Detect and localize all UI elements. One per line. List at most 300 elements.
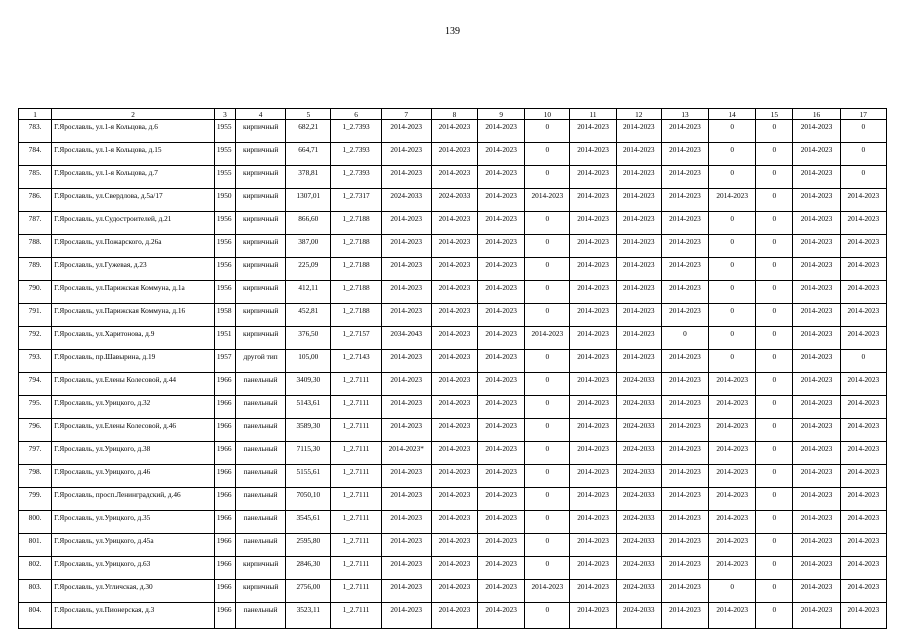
table-row (19, 235, 887, 258)
table-cell: 2014-2023 (525, 189, 570, 212)
housing-table (18, 108, 887, 629)
table-cell: 2014-2023 (616, 304, 661, 327)
table-cell: 0 (525, 465, 570, 488)
table-cell: 2014-2023 (840, 304, 886, 327)
table-row (19, 166, 887, 189)
table-cell: Г.Ярославль, ул.1-я Кольцова, д.6 (52, 120, 215, 143)
table-cell: 2014-2023 (381, 373, 431, 396)
table-cell: 2034-2043 (381, 327, 431, 350)
table-cell: 0 (525, 166, 570, 189)
table-cell: 1956 (214, 235, 235, 258)
table-cell: 2014-2023 (661, 189, 708, 212)
table-cell: 2014-2023 (840, 419, 886, 442)
table-cell: 7115,30 (286, 442, 331, 465)
table-cell: 1966 (214, 488, 235, 511)
table-cell: 2024-2033 (616, 488, 661, 511)
table-cell: 0 (709, 304, 756, 327)
table-cell: 2014-2023 (709, 534, 756, 557)
table-cell: 0 (756, 304, 793, 327)
table-cell: 2014-2023 (381, 419, 431, 442)
table-cell: 784. (19, 143, 52, 166)
table-cell: 2014-2023 (381, 396, 431, 419)
table-cell: 682,21 (286, 120, 331, 143)
table-cell: 1_2.7188 (331, 235, 381, 258)
table-cell: 7050,10 (286, 488, 331, 511)
table-cell: 0 (756, 143, 793, 166)
table-cell: 1966 (214, 465, 235, 488)
table-cell: Г.Ярославль, ул.Елены Колесовой, д.46 (52, 419, 215, 442)
table-cell: 1966 (214, 373, 235, 396)
table-cell: панельный (235, 396, 285, 419)
table-cell: Г.Ярославль, ул.Пожарского, д.26а (52, 235, 215, 258)
table-cell: 2014-2023 (661, 235, 708, 258)
table-cell: 2014-2023 (381, 557, 431, 580)
table-cell: 2014-2023 (840, 281, 886, 304)
table-cell: 664,71 (286, 143, 331, 166)
table-cell: 1_2.7393 (331, 166, 381, 189)
table-cell: 2014-2023 (793, 166, 840, 189)
table-cell: 2014-2023 (570, 258, 616, 281)
column-header: 6 (331, 109, 381, 120)
table-cell: 2014-2023 (431, 534, 477, 557)
table-cell: кирпичный (235, 304, 285, 327)
table-cell: кирпичный (235, 120, 285, 143)
table-cell: 2014-2023 (431, 258, 477, 281)
table-row (19, 557, 887, 580)
table-cell: 3409,30 (286, 373, 331, 396)
table-cell: 2014-2023 (840, 235, 886, 258)
column-header: 11 (570, 109, 616, 120)
table-cell: 1_2.7111 (331, 534, 381, 557)
table-cell: 2014-2023 (381, 143, 431, 166)
table-cell: 789. (19, 258, 52, 281)
table-cell: Г.Ярославль, ул.Урицкого, д.32 (52, 396, 215, 419)
table-cell: 2014-2023 (431, 281, 477, 304)
table-row (19, 120, 887, 143)
table-cell: 794. (19, 373, 52, 396)
table-cell: 2014-2023 (431, 235, 477, 258)
table-cell: 2014-2023 (616, 235, 661, 258)
table-cell: 2014-2023 (478, 396, 525, 419)
table-cell: 2024-2033 (616, 373, 661, 396)
table-cell: 2014-2023 (478, 580, 525, 603)
table-cell: 2014-2023 (793, 373, 840, 396)
table-cell: Г.Ярославль, ул.Судостроителей, д.21 (52, 212, 215, 235)
table-cell: 2014-2023 (381, 235, 431, 258)
table-cell: 0 (709, 258, 756, 281)
table-cell: Г.Ярославль, ул.Урицкого, д.38 (52, 442, 215, 465)
table-cell: 798. (19, 465, 52, 488)
table-cell: 1_2.7111 (331, 396, 381, 419)
table-cell: 2014-2023 (793, 396, 840, 419)
table-cell: 2014-2023 (709, 465, 756, 488)
table-header (19, 109, 887, 120)
table-cell: 2014-2023 (381, 511, 431, 534)
table-cell: 1958 (214, 304, 235, 327)
table-cell: 0 (525, 235, 570, 258)
table-cell: 2595,80 (286, 534, 331, 557)
table-cell: 0 (525, 534, 570, 557)
table-row (19, 143, 887, 166)
table-cell: 1966 (214, 442, 235, 465)
table-cell: 1_2.7143 (331, 350, 381, 373)
column-header: 15 (756, 109, 793, 120)
table-cell: 378,81 (286, 166, 331, 189)
table-cell: 2014-2023 (381, 603, 431, 629)
table-cell: 1966 (214, 557, 235, 580)
table-cell: 2014-2023 (840, 189, 886, 212)
table-cell: 2014-2023 (381, 488, 431, 511)
table-cell: 0 (661, 327, 708, 350)
table-cell: 2014-2023 (616, 281, 661, 304)
column-header: 7 (381, 109, 431, 120)
table-cell: 2014-2023 (570, 373, 616, 396)
table-cell: 2014-2023 (793, 603, 840, 629)
table-cell: 2024-2033 (616, 557, 661, 580)
table-cell: кирпичный (235, 327, 285, 350)
table-cell: 2014-2023 (709, 557, 756, 580)
table-cell: 0 (525, 373, 570, 396)
table-cell: 1_2.7393 (331, 120, 381, 143)
table-cell: 783. (19, 120, 52, 143)
table-cell: 2014-2023 (616, 166, 661, 189)
table-cell: 788. (19, 235, 52, 258)
table-cell: 2014-2023 (431, 465, 477, 488)
table-cell: 2014-2023 (793, 419, 840, 442)
table-cell: 2014-2023 (570, 350, 616, 373)
table-cell: Г.Ярославль, ул.Урицкого, д.46 (52, 465, 215, 488)
table-cell: 0 (756, 580, 793, 603)
table-cell: 376,50 (286, 327, 331, 350)
table-cell: 2014-2023 (793, 120, 840, 143)
table-cell: 2014-2023 (709, 511, 756, 534)
column-header: 3 (214, 109, 235, 120)
table-row (19, 304, 887, 327)
table-cell: 2014-2023 (709, 419, 756, 442)
table-cell: 2014-2023 (381, 350, 431, 373)
table-cell: 2014-2023 (431, 120, 477, 143)
table-cell: 0 (525, 442, 570, 465)
table-cell: кирпичный (235, 580, 285, 603)
table-cell: 2014-2023 (793, 580, 840, 603)
table-cell: 0 (525, 281, 570, 304)
table-cell: 2846,30 (286, 557, 331, 580)
table-cell: 2014-2023 (478, 212, 525, 235)
column-header: 4 (235, 109, 285, 120)
table-cell: 2014-2023 (570, 488, 616, 511)
table-cell: 0 (525, 603, 570, 629)
table-cell: 0 (709, 120, 756, 143)
table-cell: Г.Ярославль, ул.Парижская Коммуна, д.1а (52, 281, 215, 304)
column-header: 16 (793, 109, 840, 120)
table-cell: 2014-2023 (478, 419, 525, 442)
table-cell: 799. (19, 488, 52, 511)
table-cell: 3545,61 (286, 511, 331, 534)
table-cell: 2014-2023 (840, 511, 886, 534)
table-cell: 2024-2033 (616, 534, 661, 557)
table-cell: 795. (19, 396, 52, 419)
table-cell: 2014-2023 (570, 465, 616, 488)
table-cell: 2014-2023 (793, 143, 840, 166)
table-cell: панельный (235, 488, 285, 511)
table-cell: 0 (525, 212, 570, 235)
table-cell: панельный (235, 603, 285, 629)
table-cell: 2014-2023 (793, 212, 840, 235)
table-cell: 791. (19, 304, 52, 327)
table-row (19, 373, 887, 396)
table-cell: Г.Ярославль, ул.1-я Кольцова, д.15 (52, 143, 215, 166)
table-cell: 2014-2023 (840, 327, 886, 350)
table-cell: 2024-2033 (616, 603, 661, 629)
table-cell: 1966 (214, 580, 235, 603)
table-cell: Г.Ярославль, ул.Пионерская, д.3 (52, 603, 215, 629)
table-cell: 2024-2033 (616, 419, 661, 442)
table-cell: 2014-2023 (709, 373, 756, 396)
table-cell: 2014-2023 (840, 373, 886, 396)
table-cell: 2014-2023 (570, 120, 616, 143)
table-cell: 2014-2023 (840, 396, 886, 419)
table-cell: 1_2.7157 (331, 327, 381, 350)
table-cell: 2014-2023 (661, 281, 708, 304)
table-cell: 2014-2023 (840, 557, 886, 580)
table-row (19, 511, 887, 534)
table-cell: 0 (840, 166, 886, 189)
table-cell: 2014-2023 (478, 557, 525, 580)
table-cell: 1955 (214, 120, 235, 143)
table-cell: другой тип (235, 350, 285, 373)
table-cell: 866,60 (286, 212, 331, 235)
table-cell: кирпичный (235, 212, 285, 235)
table-cell: 1_2.7188 (331, 304, 381, 327)
table-cell: 2024-2033 (616, 465, 661, 488)
page-number: 139 (445, 26, 460, 37)
table-cell: 2014-2023 (616, 350, 661, 373)
table-cell: 1966 (214, 396, 235, 419)
table-cell: 1955 (214, 166, 235, 189)
table-cell: панельный (235, 534, 285, 557)
table-cell: 5155,61 (286, 465, 331, 488)
table-cell: 2014-2023 (661, 304, 708, 327)
table-cell: 2014-2023 (616, 143, 661, 166)
table-cell: 2014-2023 (478, 327, 525, 350)
table-row (19, 603, 887, 629)
table-cell: 2014-2023 (381, 304, 431, 327)
table-cell: 0 (756, 396, 793, 419)
table-cell: 2014-2023 (661, 212, 708, 235)
table-cell: 3523,11 (286, 603, 331, 629)
table-cell: 2014-2023 (616, 189, 661, 212)
column-header: 14 (709, 109, 756, 120)
table-cell: 2014-2023 (661, 120, 708, 143)
table-cell: Г.Ярославль, ул.Парижская Коммуна, д.16 (52, 304, 215, 327)
table-cell: 0 (525, 396, 570, 419)
table-cell: 0 (525, 143, 570, 166)
table-cell: 2014-2023 (431, 212, 477, 235)
column-header: 17 (840, 109, 886, 120)
table-cell: 2014-2023 (431, 603, 477, 629)
table-cell: 0 (525, 120, 570, 143)
table-cell: 0 (756, 120, 793, 143)
table-cell: 2014-2023 (570, 281, 616, 304)
table-cell: 2014-2023 (661, 166, 708, 189)
table-cell: 3589,30 (286, 419, 331, 442)
column-header: 12 (616, 109, 661, 120)
table-cell: 0 (756, 465, 793, 488)
table-cell: 225,09 (286, 258, 331, 281)
table-cell: 0 (756, 212, 793, 235)
table-cell: 0 (525, 304, 570, 327)
table-cell: 1_2.7111 (331, 465, 381, 488)
table-row (19, 212, 887, 235)
table-cell: 2014-2023 (381, 534, 431, 557)
table-cell: 1_2.7317 (331, 189, 381, 212)
table-cell: 797. (19, 442, 52, 465)
table-cell: 2024-2033 (616, 396, 661, 419)
table-cell: 2014-2023 (661, 350, 708, 373)
table-cell: 1_2.7111 (331, 442, 381, 465)
table-cell: 5143,61 (286, 396, 331, 419)
table-cell: 0 (756, 235, 793, 258)
table-cell: кирпичный (235, 235, 285, 258)
table-cell: 2024-2033 (616, 511, 661, 534)
table-cell: кирпичный (235, 166, 285, 189)
table-cell: 2014-2023 (381, 258, 431, 281)
table-cell: 2014-2023 (709, 189, 756, 212)
table-cell: 2014-2023 (793, 304, 840, 327)
table-cell: 0 (756, 603, 793, 629)
table-cell: 1966 (214, 603, 235, 629)
table-cell: 0 (525, 488, 570, 511)
table-cell: кирпичный (235, 143, 285, 166)
table-cell: 2014-2023 (478, 120, 525, 143)
table-cell: 2014-2023 (478, 603, 525, 629)
table-cell: 0 (756, 327, 793, 350)
table-cell: 2014-2023 (570, 327, 616, 350)
table-cell: 0 (709, 580, 756, 603)
table-cell: 1966 (214, 511, 235, 534)
table-cell: кирпичный (235, 281, 285, 304)
table-cell: 0 (709, 212, 756, 235)
table-cell: 2014-2023 (570, 235, 616, 258)
table-cell: 787. (19, 212, 52, 235)
table-cell: 2014-2023 (381, 281, 431, 304)
table-cell: 2014-2023 (431, 419, 477, 442)
table-cell: 2014-2023 (381, 580, 431, 603)
table-cell: панельный (235, 465, 285, 488)
table-cell: 2014-2023 (661, 557, 708, 580)
table-cell: 2014-2023 (478, 189, 525, 212)
table-cell: Г.Ярославль, просп.Ленинградский, д.46 (52, 488, 215, 511)
table-cell: 2024-2033 (616, 580, 661, 603)
table-cell: 0 (525, 350, 570, 373)
table-cell: 2014-2023 (840, 534, 886, 557)
column-header: 10 (525, 109, 570, 120)
table-cell: 2014-2023 (431, 143, 477, 166)
table-cell: 412,11 (286, 281, 331, 304)
table-cell: 2014-2023 (431, 304, 477, 327)
table-cell: 2014-2023 (793, 557, 840, 580)
table-cell: 2014-2023 (661, 143, 708, 166)
table-cell: 1307,01 (286, 189, 331, 212)
table-cell: 2014-2023 (661, 373, 708, 396)
table-cell: 2014-2023 (793, 465, 840, 488)
table-cell: панельный (235, 373, 285, 396)
table-cell: 2014-2023 (478, 488, 525, 511)
table-cell: 2014-2023 (709, 488, 756, 511)
table-cell: 2014-2023 (661, 534, 708, 557)
table-row (19, 258, 887, 281)
table-cell: 2014-2023 (570, 419, 616, 442)
table-cell: 2014-2023 (840, 488, 886, 511)
table-cell: 0 (756, 281, 793, 304)
table-cell: 0 (709, 143, 756, 166)
table-cell: 2014-2023 (661, 258, 708, 281)
table-cell: Г.Ярославль, ул.1-я Кольцова, д.7 (52, 166, 215, 189)
table-cell: 0 (709, 327, 756, 350)
table-cell: 785. (19, 166, 52, 189)
table-cell: Г.Ярославль, ул.Харитонова, д.9 (52, 327, 215, 350)
table-cell: 2014-2023 (793, 235, 840, 258)
table-cell: 2014-2023 (431, 373, 477, 396)
table-row (19, 534, 887, 557)
table-cell: 0 (756, 442, 793, 465)
table-cell: 0 (756, 258, 793, 281)
table-cell: 105,00 (286, 350, 331, 373)
table-cell: 2014-2023 (381, 166, 431, 189)
table-cell: панельный (235, 511, 285, 534)
table-cell: 2014-2023 (793, 281, 840, 304)
table-cell: 1955 (214, 143, 235, 166)
table-cell: панельный (235, 419, 285, 442)
table-cell: 1956 (214, 258, 235, 281)
table-cell: 2014-2023 (661, 442, 708, 465)
table-cell: 2014-2023 (793, 442, 840, 465)
table-cell: 1_2.7393 (331, 143, 381, 166)
table-cell: 2014-2023 (478, 235, 525, 258)
table-cell: 2014-2023 (478, 350, 525, 373)
table-cell: 790. (19, 281, 52, 304)
table-cell: Г.Ярославль, ул.Урицкого, д.35 (52, 511, 215, 534)
table-cell: 1956 (214, 281, 235, 304)
table-row (19, 396, 887, 419)
table-cell: 2014-2023 (525, 327, 570, 350)
table-cell: 2024-2033 (616, 442, 661, 465)
table-cell: 2014-2023 (381, 212, 431, 235)
table-cell: 2014-2023 (616, 327, 661, 350)
table-cell: 2014-2023 (793, 327, 840, 350)
table-cell: 2014-2023 (661, 419, 708, 442)
table-cell: Г.Ярославль, ул.Угличская, д.30 (52, 580, 215, 603)
table-cell: 2756,00 (286, 580, 331, 603)
table-cell: 2014-2023 (661, 511, 708, 534)
table-cell: 2014-2023 (793, 350, 840, 373)
table-cell: 2014-2023 (709, 603, 756, 629)
table-cell: 2014-2023 (478, 465, 525, 488)
table-cell: 2014-2023 (840, 580, 886, 603)
table-cell: 2014-2023 (570, 603, 616, 629)
table-cell: 0 (840, 143, 886, 166)
table-cell: 2014-2023 (793, 488, 840, 511)
table-cell: 2014-2023 (478, 511, 525, 534)
table-cell: 2014-2023 (381, 465, 431, 488)
table-row (19, 580, 887, 603)
table-cell: 1_2.7188 (331, 212, 381, 235)
table-cell: 2014-2023 (525, 580, 570, 603)
table-cell: Г.Ярославль, ул.Урицкого, д.45а (52, 534, 215, 557)
table-row (19, 442, 887, 465)
table-cell: 2014-2023 (570, 143, 616, 166)
table-cell: 0 (756, 350, 793, 373)
